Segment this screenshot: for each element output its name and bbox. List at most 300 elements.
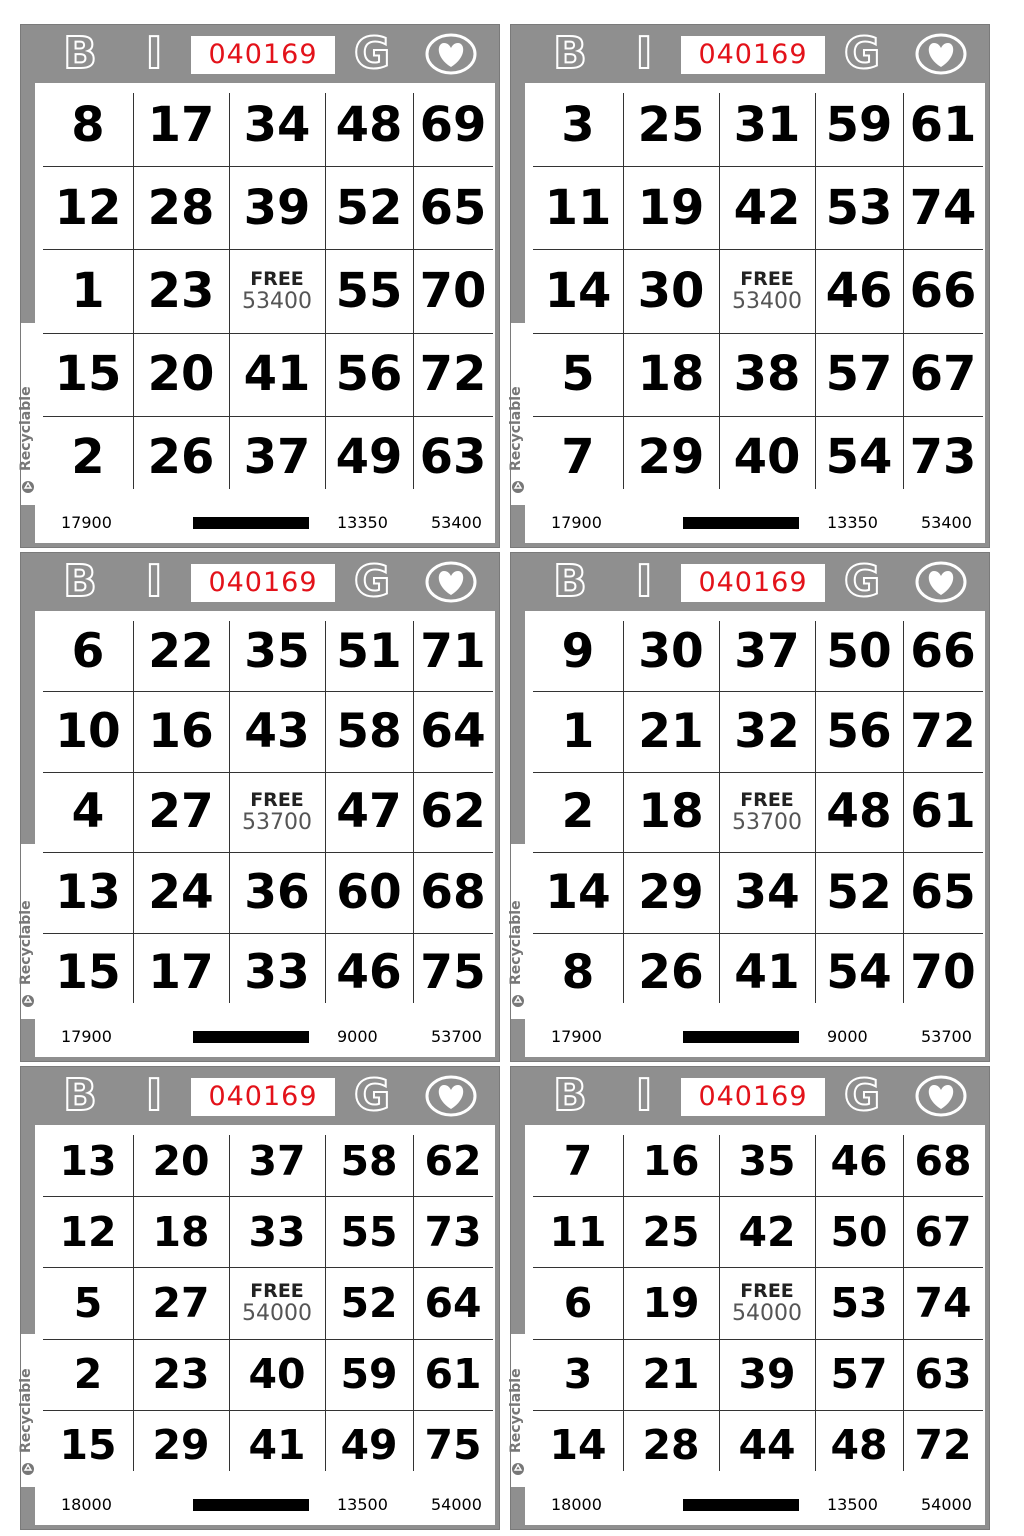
number-cell: 41 [248, 1421, 306, 1470]
grid-line [43, 852, 493, 853]
free-label: FREE [250, 788, 304, 811]
number-cell: 48 [335, 96, 403, 153]
number-cell: 15 [55, 945, 121, 1001]
number-grid [43, 1125, 493, 1481]
grid-line [533, 166, 983, 167]
heart-icon [425, 561, 477, 603]
number-cell: 46 [830, 1136, 888, 1185]
serial-number: 040169 [681, 36, 825, 74]
free-code: 54000 [242, 1300, 312, 1326]
number-cell: 37 [243, 429, 311, 486]
grid-line [413, 1135, 414, 1471]
recyclable-label: Recyclable [508, 900, 524, 985]
grid-line [903, 1135, 904, 1471]
number-cell: 28 [642, 1421, 700, 1470]
number-cell: 50 [830, 1207, 888, 1256]
footer-code-left: 18000 [61, 1495, 112, 1514]
number-cell: 6 [563, 1278, 593, 1327]
number-cell: 48 [830, 1421, 888, 1470]
barcode-bar [193, 1499, 309, 1511]
free-label: FREE [250, 267, 304, 290]
number-cell: 4 [71, 784, 105, 840]
footer-code-right: 53700 [921, 1027, 972, 1046]
number-cell: 59 [340, 1350, 398, 1399]
letter-i: I [145, 556, 163, 607]
number-cell: 12 [59, 1207, 117, 1256]
number-cell: 68 [914, 1136, 972, 1185]
number-cell: 26 [147, 429, 215, 486]
number-cell: 67 [909, 346, 977, 403]
number-cell: 69 [419, 96, 487, 153]
letter-g: G [843, 28, 881, 79]
number-cell: 23 [152, 1350, 210, 1399]
grid-line [815, 1135, 816, 1471]
number-cell: 16 [148, 704, 214, 760]
number-cell: 72 [910, 704, 976, 760]
number-cell: 1 [71, 262, 105, 319]
free-cell [719, 1267, 815, 1338]
heart-icon [915, 561, 967, 603]
recycle-icon [21, 993, 35, 1007]
number-grid [533, 1125, 983, 1481]
grid-line [133, 1135, 134, 1471]
card-header [21, 553, 499, 611]
serial-number: 040169 [681, 1078, 825, 1116]
recyclable-strip [18, 844, 35, 1019]
number-cell: 63 [914, 1350, 972, 1399]
grid-line [43, 166, 493, 167]
number-cell: 39 [738, 1350, 796, 1399]
recyclable-label: Recyclable [508, 386, 524, 471]
number-cell: 13 [55, 864, 121, 920]
number-cell: 52 [340, 1278, 398, 1327]
number-cell: 41 [734, 945, 800, 1001]
number-cell: 18 [637, 346, 705, 403]
number-cell: 54 [825, 429, 893, 486]
number-cell: 54 [826, 945, 892, 1001]
card-panel [18, 1125, 495, 1525]
number-cell: 62 [424, 1136, 482, 1185]
number-cell: 53 [825, 179, 893, 236]
number-cell: 25 [637, 96, 705, 153]
number-cell: 30 [638, 623, 704, 679]
footer-code-right: 54000 [431, 1495, 482, 1514]
number-cell: 65 [910, 864, 976, 920]
bingo-card [510, 552, 990, 1062]
card-header [21, 1067, 499, 1125]
number-cell: 55 [340, 1207, 398, 1256]
free-cell [229, 1267, 325, 1338]
footer-code-middle: 13350 [337, 513, 388, 532]
number-grid [533, 83, 983, 499]
grid-line [719, 93, 720, 489]
number-cell: 9 [561, 623, 595, 679]
number-cell: 17 [147, 96, 215, 153]
serial-number: 040169 [191, 36, 335, 74]
free-label: FREE [740, 788, 794, 811]
number-cell: 61 [909, 96, 977, 153]
number-cell: 65 [419, 179, 487, 236]
number-cell: 49 [335, 429, 403, 486]
letter-i: I [635, 556, 653, 607]
number-cell: 74 [914, 1278, 972, 1327]
number-cell: 75 [420, 945, 486, 1001]
number-cell: 38 [733, 346, 801, 403]
number-cell: 63 [419, 429, 487, 486]
grid-line [43, 1196, 493, 1197]
grid-line [533, 249, 983, 250]
number-cell: 3 [563, 1350, 593, 1399]
bingo-card [510, 24, 990, 548]
number-cell: 50 [826, 623, 892, 679]
number-cell: 11 [549, 1207, 607, 1256]
card-header [511, 1067, 989, 1125]
number-cell: 56 [335, 346, 403, 403]
footer-code-right: 53400 [921, 513, 972, 532]
number-cell: 20 [147, 346, 215, 403]
grid-line [43, 1267, 493, 1268]
grid-line [533, 1339, 983, 1340]
number-cell: 19 [642, 1278, 700, 1327]
grid-line [533, 1196, 983, 1197]
letter-g: G [843, 1070, 881, 1121]
grid-line [815, 93, 816, 489]
number-cell: 61 [424, 1350, 482, 1399]
footer-code-middle: 13350 [827, 513, 878, 532]
card-panel [18, 83, 495, 543]
number-cell: 46 [336, 945, 402, 1001]
number-cell: 40 [248, 1350, 306, 1399]
number-cell: 24 [148, 864, 214, 920]
free-code: 53400 [242, 288, 312, 314]
card-header [511, 25, 989, 83]
number-cell: 11 [544, 179, 612, 236]
footer-code-left: 17900 [551, 513, 602, 532]
number-cell: 29 [637, 429, 705, 486]
number-grid [43, 83, 493, 499]
grid-line [229, 621, 230, 1003]
grid-line [43, 416, 493, 417]
number-cell: 34 [243, 96, 311, 153]
free-code: 53400 [732, 288, 802, 314]
grid-line [533, 772, 983, 773]
footer-code-middle: 13500 [827, 1495, 878, 1514]
number-cell: 52 [826, 864, 892, 920]
number-cell: 67 [914, 1207, 972, 1256]
recyclable-strip [18, 323, 35, 505]
number-cell: 17 [148, 945, 214, 1001]
footer-code-right: 54000 [921, 1495, 972, 1514]
number-cell: 14 [545, 864, 611, 920]
letter-i: I [145, 28, 163, 79]
card-panel [508, 611, 985, 1057]
letter-b: B [553, 28, 587, 79]
bingo-card [20, 1066, 500, 1530]
number-grid [533, 611, 983, 1013]
grid-line [43, 1410, 493, 1411]
number-cell: 35 [244, 623, 310, 679]
number-cell: 70 [419, 262, 487, 319]
heart-icon [915, 1075, 967, 1117]
serial-number: 040169 [191, 1078, 335, 1116]
number-cell: 5 [73, 1278, 103, 1327]
number-cell: 36 [244, 864, 310, 920]
free-code: 54000 [732, 1300, 802, 1326]
number-cell: 10 [55, 704, 121, 760]
number-cell: 29 [638, 864, 704, 920]
number-cell: 37 [734, 623, 800, 679]
letter-g: G [353, 556, 391, 607]
grid-line [43, 691, 493, 692]
card-panel [18, 611, 495, 1057]
letter-i: I [145, 1070, 163, 1121]
number-cell: 1 [561, 704, 595, 760]
number-cell: 15 [54, 346, 122, 403]
bingo-card [20, 24, 500, 548]
number-cell: 72 [914, 1421, 972, 1470]
footer-code-middle: 9000 [827, 1027, 868, 1046]
number-cell: 32 [734, 704, 800, 760]
recycle-icon [511, 1461, 525, 1475]
number-cell: 34 [734, 864, 800, 920]
barcode-bar [683, 1031, 799, 1043]
grid-line [719, 1135, 720, 1471]
number-cell: 47 [336, 784, 402, 840]
number-cell: 37 [248, 1136, 306, 1185]
grid-line [533, 1410, 983, 1411]
footer-code-left: 18000 [551, 1495, 602, 1514]
number-cell: 57 [825, 346, 893, 403]
number-cell: 42 [738, 1207, 796, 1256]
grid-line [229, 93, 230, 489]
letter-b: B [553, 556, 587, 607]
grid-line [43, 249, 493, 250]
number-cell: 21 [642, 1350, 700, 1399]
footer-code-left: 17900 [61, 513, 112, 532]
card-panel [508, 83, 985, 543]
number-cell: 22 [148, 623, 214, 679]
grid-line [533, 933, 983, 934]
heart-icon [425, 1075, 477, 1117]
number-cell: 43 [244, 704, 310, 760]
number-cell: 20 [152, 1136, 210, 1185]
recycle-icon [511, 479, 525, 493]
serial-number: 040169 [191, 564, 335, 602]
letter-b: B [553, 1070, 587, 1121]
footer-code-left: 17900 [551, 1027, 602, 1046]
number-cell: 13 [59, 1136, 117, 1185]
grid-line [623, 93, 624, 489]
grid-line [413, 93, 414, 489]
recyclable-strip [508, 323, 525, 505]
barcode-bar [193, 517, 309, 529]
card-header [511, 553, 989, 611]
bingo-card [510, 1066, 990, 1530]
card-panel [508, 1125, 985, 1525]
number-cell: 57 [830, 1350, 888, 1399]
number-cell: 23 [147, 262, 215, 319]
grid-line [533, 691, 983, 692]
number-cell: 58 [336, 704, 402, 760]
footer-code-right: 53700 [431, 1027, 482, 1046]
number-cell: 21 [638, 704, 704, 760]
free-cell [719, 249, 815, 332]
free-code: 53700 [732, 809, 802, 835]
number-cell: 3 [561, 96, 595, 153]
number-cell: 53 [830, 1278, 888, 1327]
barcode-bar [683, 1499, 799, 1511]
grid-line [815, 621, 816, 1003]
number-cell: 27 [148, 784, 214, 840]
recycle-icon [21, 479, 35, 493]
number-cell: 74 [909, 179, 977, 236]
number-cell: 31 [733, 96, 801, 153]
heart-icon [915, 33, 967, 75]
grid-line [623, 1135, 624, 1471]
grid-line [133, 93, 134, 489]
grid-line [533, 416, 983, 417]
grid-line [533, 333, 983, 334]
number-cell: 28 [147, 179, 215, 236]
grid-line [719, 621, 720, 1003]
number-cell: 60 [336, 864, 402, 920]
number-cell: 7 [563, 1136, 593, 1185]
number-cell: 25 [642, 1207, 700, 1256]
grid-line [623, 621, 624, 1003]
number-cell: 5 [561, 346, 595, 403]
free-code: 53700 [242, 809, 312, 835]
recyclable-strip [508, 844, 525, 1019]
grid-line [903, 93, 904, 489]
number-cell: 73 [424, 1207, 482, 1256]
barcode-bar [683, 517, 799, 529]
number-cell: 8 [71, 96, 105, 153]
number-cell: 61 [910, 784, 976, 840]
number-cell: 62 [420, 784, 486, 840]
number-cell: 8 [561, 945, 595, 1001]
number-cell: 44 [738, 1421, 796, 1470]
number-cell: 2 [561, 784, 595, 840]
free-label: FREE [740, 1279, 794, 1302]
number-cell: 33 [244, 945, 310, 1001]
letter-b: B [63, 1070, 97, 1121]
number-cell: 41 [243, 346, 311, 403]
number-cell: 18 [638, 784, 704, 840]
number-cell: 26 [638, 945, 704, 1001]
letter-b: B [63, 28, 97, 79]
heart-icon [425, 33, 477, 75]
letter-i: I [635, 28, 653, 79]
number-cell: 72 [419, 346, 487, 403]
number-cell: 58 [340, 1136, 398, 1185]
free-label: FREE [740, 267, 794, 290]
number-cell: 40 [733, 429, 801, 486]
number-cell: 15 [59, 1421, 117, 1470]
footer-code-right: 53400 [431, 513, 482, 532]
grid-line [903, 621, 904, 1003]
footer-code-left: 17900 [61, 1027, 112, 1046]
grid-line [133, 621, 134, 1003]
number-cell: 64 [420, 704, 486, 760]
recyclable-strip [18, 1334, 35, 1487]
number-cell: 2 [73, 1350, 103, 1399]
recyclable-label: Recyclable [508, 1368, 524, 1453]
number-cell: 30 [637, 262, 705, 319]
number-grid [43, 611, 493, 1013]
number-cell: 33 [248, 1207, 306, 1256]
recyclable-strip [508, 1334, 525, 1487]
number-cell: 70 [910, 945, 976, 1001]
number-cell: 42 [733, 179, 801, 236]
grid-line [43, 772, 493, 773]
number-cell: 55 [335, 262, 403, 319]
number-cell: 66 [909, 262, 977, 319]
number-cell: 18 [152, 1207, 210, 1256]
letter-g: G [353, 1070, 391, 1121]
grid-line [325, 93, 326, 489]
number-cell: 14 [549, 1421, 607, 1470]
number-cell: 64 [424, 1278, 482, 1327]
grid-line [43, 333, 493, 334]
number-cell: 49 [340, 1421, 398, 1470]
free-cell [229, 249, 325, 332]
number-cell: 14 [544, 262, 612, 319]
recyclable-label: Recyclable [18, 900, 34, 985]
grid-line [325, 621, 326, 1003]
number-cell: 2 [71, 429, 105, 486]
barcode-bar [193, 1031, 309, 1043]
number-cell: 35 [738, 1136, 796, 1185]
recyclable-label: Recyclable [18, 1368, 34, 1453]
grid-line [533, 852, 983, 853]
letter-g: G [843, 556, 881, 607]
number-cell: 46 [825, 262, 893, 319]
number-cell: 75 [424, 1421, 482, 1470]
recyclable-label: Recyclable [18, 386, 34, 471]
grid-line [325, 1135, 326, 1471]
number-cell: 12 [54, 179, 122, 236]
number-cell: 48 [826, 784, 892, 840]
grid-line [413, 621, 414, 1003]
recycle-icon [21, 1461, 35, 1475]
number-cell: 52 [335, 179, 403, 236]
free-cell [229, 772, 325, 852]
number-cell: 66 [910, 623, 976, 679]
number-cell: 73 [909, 429, 977, 486]
number-cell: 19 [637, 179, 705, 236]
grid-line [533, 1267, 983, 1268]
grid-line [43, 933, 493, 934]
recycle-icon [511, 993, 525, 1007]
grid-line [43, 1339, 493, 1340]
number-cell: 7 [561, 429, 595, 486]
number-cell: 16 [642, 1136, 700, 1185]
free-cell [719, 772, 815, 852]
number-cell: 71 [420, 623, 486, 679]
number-cell: 51 [336, 623, 402, 679]
number-cell: 29 [152, 1421, 210, 1470]
card-header [21, 25, 499, 83]
serial-number: 040169 [681, 564, 825, 602]
letter-g: G [353, 28, 391, 79]
letter-i: I [635, 1070, 653, 1121]
free-label: FREE [250, 1279, 304, 1302]
grid-line [229, 1135, 230, 1471]
bingo-card [20, 552, 500, 1062]
footer-code-middle: 13500 [337, 1495, 388, 1514]
number-cell: 68 [420, 864, 486, 920]
letter-b: B [63, 556, 97, 607]
